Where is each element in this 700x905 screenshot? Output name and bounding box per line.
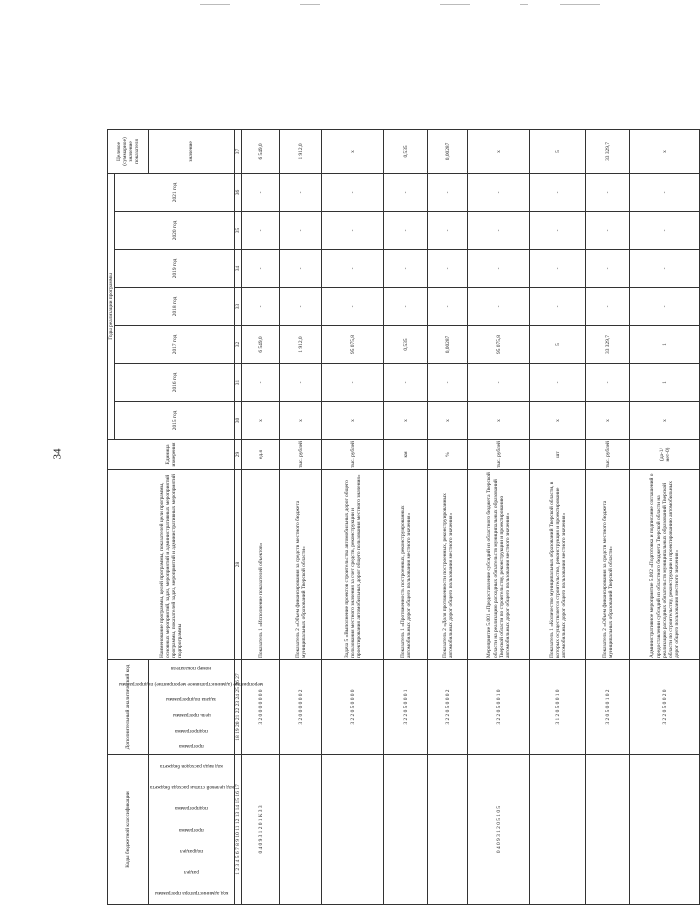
row-description: Показатель 2 «Доля протяженности построенных, реконструированных автомобильных дорог общего пользования местного значения» <box>428 470 468 660</box>
table-row <box>384 129 428 904</box>
row-unit: тыс. рублей <box>586 440 630 470</box>
row-year-value: - <box>322 173 384 211</box>
vr-label: код вида расходов бюджета <box>160 762 223 769</box>
row-year-value: - <box>384 212 428 250</box>
row-addcode: 3 2 2 0 5 0 0 1 0 <box>468 660 530 755</box>
colnum-34: 34 <box>235 250 242 288</box>
table-row <box>630 129 700 904</box>
row-target-value: 5 <box>530 129 586 173</box>
row-year-value: х <box>428 402 468 440</box>
subsection-label: подраздел <box>179 847 204 854</box>
target-value-label: значение <box>149 129 235 173</box>
row-year-value: - <box>280 250 322 288</box>
row-year-value: - <box>530 212 586 250</box>
colnum-36: 36 <box>235 173 242 211</box>
row-description: Показатель 2 «Объем финансирования за средств местного бюджета муниципальных образований Тверской области» <box>586 470 630 660</box>
row-year-value: - <box>242 364 280 402</box>
row-year-value: - <box>630 250 700 288</box>
section-label: раздел <box>184 869 199 876</box>
task-label: задача подпрограммы <box>166 696 217 703</box>
row-year-value: - <box>468 288 530 326</box>
row-description: Задача 5 «Выполнение проектов строительства автомобильных дорог общего пользования местного значения за счет средств, реконструкции и проектирования автомобильных дорог общего пользования местного значения» <box>322 470 384 660</box>
subprogram-label: подпрограмма <box>175 805 208 812</box>
row-unit: тыс. рублей <box>280 440 322 470</box>
row-year-value: 33 329,7 <box>586 326 630 364</box>
table-row <box>428 129 468 904</box>
row-year-value: - <box>586 364 630 402</box>
row-description: Показатель 2 «Объем финансирования за средств местного бюджета муниципальных образований Тверской области» <box>280 470 322 660</box>
row-year-value: - <box>322 288 384 326</box>
row-unit: % <box>428 440 468 470</box>
row-year-value: - <box>428 288 468 326</box>
row-description: Мероприятие 5.001 «Предоставление субсидий из областного бюджета Тверской области на реализацию расходных обязательств муниципальных образований Тверской области по строительству, реконструкции и проектированию автомобильных дорог общего пользования местного значения» <box>468 470 530 660</box>
row-target-value: 6 549,0 <box>242 129 280 173</box>
row-unit: ед.я <box>242 440 280 470</box>
row-code <box>530 755 586 905</box>
measure-label: мероприятие (административное мероприятие) подпрограммы <box>119 680 264 687</box>
row-code: 0 4 0 9 3 1 2 0 1 К 3 3 <box>242 755 280 905</box>
goal-label: цель программы <box>172 711 211 718</box>
row-code <box>384 755 428 905</box>
colnum-30: 30 <box>235 402 242 440</box>
colnums-codes: 1 2 3 4 5 6 7 8 9 10 11 12 13 14 15 16 17 <box>235 755 242 905</box>
row-year-value: 1 <box>630 326 700 364</box>
name-header: Наименование программы, целей программы, показателей цели программы, основных мероприятий, задач, мероприятий и административных мероприятий программы, показателей задач, мероприятий и административных мероприятий подпрограммы <box>108 470 235 660</box>
row-year-value: - <box>242 288 280 326</box>
row-year-value: - <box>586 250 630 288</box>
row-year-value: 6 549,0 <box>242 326 280 364</box>
row-year-value: - <box>530 288 586 326</box>
row-unit: тыс. рублей <box>322 440 384 470</box>
row-code <box>280 755 322 905</box>
row-year-value: - <box>586 288 630 326</box>
row-year-value: 95 075,8 <box>322 326 384 364</box>
row-year-value: - <box>384 288 428 326</box>
year-2015: 2015 год <box>115 402 235 440</box>
row-description: Административное мероприятие 5.002 «Подготовка и подписание соглашений о предоставлении субсидий из областного бюджета Тверской области на реализацию расходных обязательств муниципальных образований Тверской области по строительству, реконструкции и проектированию автомобильных дорог общего пользования местного значения» <box>630 470 700 660</box>
row-target-value: х <box>322 129 384 173</box>
colnum-29: 29 <box>235 440 242 470</box>
row-addcode: 3 2 2 0 5 0 0 2 0 <box>630 660 700 755</box>
row-year-value: х <box>280 402 322 440</box>
code-subheader <box>149 755 235 905</box>
row-year-value: х <box>468 402 530 440</box>
colnum-28: 28 <box>235 470 242 660</box>
row-year-value: - <box>630 212 700 250</box>
table-row <box>322 129 384 904</box>
scan-marks <box>0 4 640 8</box>
table-row <box>530 129 586 904</box>
row-addcode: 3 2 0 0 0 0 0 0 2 <box>280 660 322 755</box>
row-target-value: 0,535 <box>384 129 428 173</box>
row-unit: шт <box>530 440 586 470</box>
colnums-add: 18 19 20 21 22 23 24 25 26 27 <box>235 660 242 755</box>
target-header: Целевое (суммарное) значение показателя <box>108 129 149 173</box>
row-year-value: 95 075,8 <box>468 326 530 364</box>
colnum-32: 32 <box>235 326 242 364</box>
row-target-value: х <box>468 129 530 173</box>
row-unit: тыс. рублей <box>468 440 530 470</box>
row-addcode: 3 2 2 0 5 0 0 0 1 <box>384 660 428 755</box>
unit-header: Единица измерения <box>108 440 235 470</box>
program-table <box>107 129 700 905</box>
year-2019: 2019 год <box>115 250 235 288</box>
colnum-33: 33 <box>235 288 242 326</box>
row-description: Показатель 1 «Исполнение показателей объектов» <box>242 470 280 660</box>
row-year-value: х <box>322 402 384 440</box>
addcodes-header: Дополнительный аналитический код <box>108 660 149 755</box>
codes-header: Коды бюджетной классификации <box>108 755 149 905</box>
colnum-31: 31 <box>235 364 242 402</box>
row-description: Показатель 1 «Протяженность построенных, реконструированных автомобильных дорог общего пользования местного значения» <box>384 470 428 660</box>
row-year-value: 0,00287 <box>428 326 468 364</box>
row-target-value: 33 329,7 <box>586 129 630 173</box>
row-year-value: 0,535 <box>384 326 428 364</box>
row-code: 0 4 0 9 3 1 2 0 5 1 0 5 <box>468 755 530 905</box>
row-year-value: - <box>468 250 530 288</box>
row-year-value: - <box>242 250 280 288</box>
row-year-value: 5 <box>530 326 586 364</box>
year-2020: 2020 год <box>115 212 235 250</box>
row-year-value: - <box>428 364 468 402</box>
row-year-value: - <box>468 173 530 211</box>
row-year-value: - <box>428 212 468 250</box>
row-year-value: - <box>384 364 428 402</box>
row-year-value: х <box>530 402 586 440</box>
row-year-value: - <box>242 212 280 250</box>
row-year-value: - <box>530 364 586 402</box>
row-year-value: - <box>530 250 586 288</box>
year-2021: 2021 год <box>115 173 235 211</box>
row-year-value: х <box>242 402 280 440</box>
colnum-37: 37 <box>235 129 242 173</box>
csr-label: код целевой статьи расхода бюджета <box>149 784 234 791</box>
row-year-value: - <box>586 173 630 211</box>
row-year-value: - <box>280 212 322 250</box>
row-code <box>322 755 384 905</box>
row-year-value: 1 912,0 <box>280 326 322 364</box>
row-code <box>630 755 700 905</box>
row-year-value: - <box>322 364 384 402</box>
row-year-value: - <box>384 173 428 211</box>
table-body <box>242 129 700 904</box>
row-code <box>428 755 468 905</box>
table-row <box>468 129 530 904</box>
row-year-value: - <box>468 364 530 402</box>
table-row <box>586 129 630 904</box>
row-year-value: - <box>280 288 322 326</box>
row-addcode: 3 2 2 0 5 0 0 0 0 <box>322 660 384 755</box>
row-year-value: - <box>428 173 468 211</box>
row-year-value: - <box>242 173 280 211</box>
row-description: Показатель 1 «Количество муниципальных образований Тверской области, в которых осуществляется строительство, реконструкция и проектирование автомобильных дорог общего пользования местного значения» <box>530 470 586 660</box>
row-year-value: - <box>630 288 700 326</box>
row-unit: км <box>384 440 428 470</box>
page-number: 34 <box>51 448 64 460</box>
year-2018: 2018 год <box>115 288 235 326</box>
row-target-value: х <box>630 129 700 173</box>
row-year-value: - <box>586 212 630 250</box>
row-year-value: х <box>384 402 428 440</box>
year-2017: 2017 год <box>115 326 235 364</box>
row-year-value: - <box>322 212 384 250</box>
row-addcode: 3 2 0 5 0 0 1 0 2 <box>586 660 630 755</box>
row-year-value: - <box>630 173 700 211</box>
year-2016: 2016 год <box>115 364 235 402</box>
row-addcode: 3 2 2 0 5 0 0 0 2 <box>428 660 468 755</box>
row-year-value: - <box>384 250 428 288</box>
row-unit: (да-1/ нет-0) <box>630 440 700 470</box>
row-addcode: 3 2 0 0 0 0 0 0 0 <box>242 660 280 755</box>
row-year-value: - <box>428 250 468 288</box>
row-year-value: - <box>280 173 322 211</box>
row-target-value: 1 912,0 <box>280 129 322 173</box>
admin-label: код администратора программы <box>154 890 229 897</box>
row-year-value: - <box>468 212 530 250</box>
subprogram-col-label: подпрограмма <box>175 727 208 734</box>
rotated-table-container <box>107 130 681 905</box>
indicator-label: номер показателя <box>171 665 212 671</box>
table-row <box>280 129 322 904</box>
row-year-value: х <box>586 402 630 440</box>
program-col-label: программа <box>179 743 204 750</box>
row-year-value: 1 <box>630 364 700 402</box>
program-label: программа <box>179 826 204 833</box>
row-year-value: - <box>322 250 384 288</box>
row-year-value: х <box>630 402 700 440</box>
row-addcode: 3 1 2 0 5 0 0 1 0 <box>530 660 586 755</box>
row-code <box>586 755 630 905</box>
row-target-value: 0,00287 <box>428 129 468 173</box>
years-header: Годы реализации программы <box>108 173 115 439</box>
table-row <box>242 129 280 904</box>
row-year-value: - <box>280 364 322 402</box>
row-year-value: - <box>530 173 586 211</box>
colnum-35: 35 <box>235 212 242 250</box>
column-number-row <box>235 129 242 904</box>
